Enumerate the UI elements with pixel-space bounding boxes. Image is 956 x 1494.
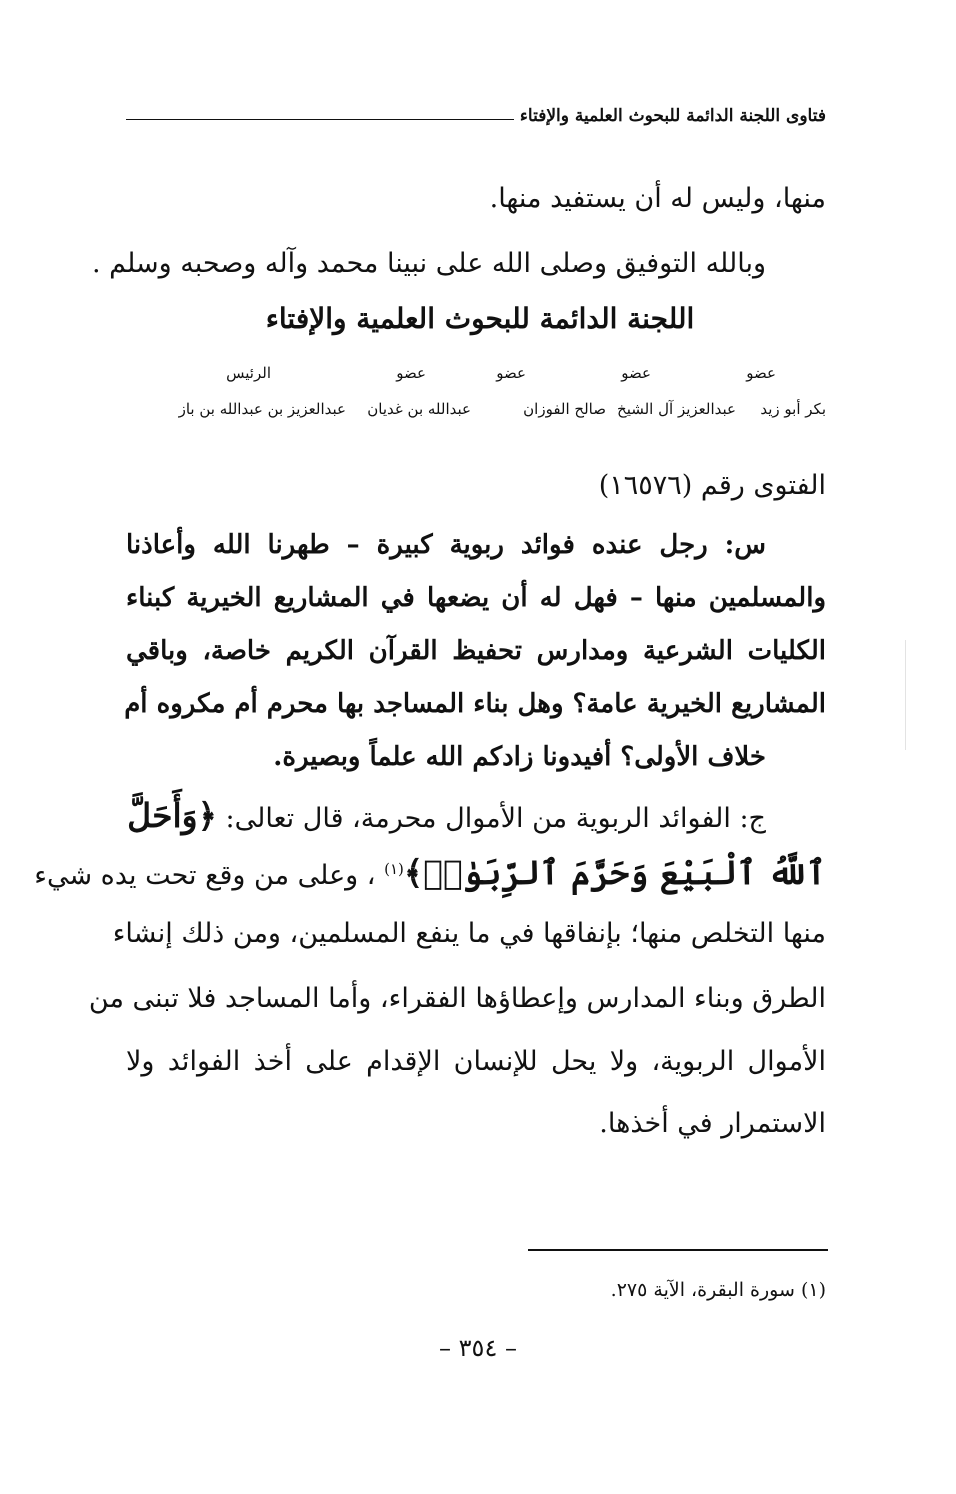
- signatory-name: عبدالعزيز بن عبدالله بن باز: [178, 400, 346, 418]
- question-line: س: رجل عنده فوائد ربوية كبيرة – طهرنا الله وأعاذنا: [126, 530, 766, 560]
- signatory-role: الرئيس: [226, 364, 271, 382]
- running-header: [126, 106, 826, 126]
- footnote: (١) سورة البقرة، الآية ٢٧٥.: [610, 1279, 826, 1301]
- answer-line: الطرق وبناء المدارس وإعطاؤها الفقراء، وأما المساجد فلا تبنى من: [88, 983, 826, 1014]
- signatory-name: عبدالله بن غديان: [367, 400, 471, 418]
- answer-line: الاستمرار في أخذها.: [599, 1108, 826, 1139]
- question-line: الكليات الشرعية ومدارس تحفيظ القرآن الكريم خاصة، وباقي: [126, 636, 826, 666]
- answer-text: ، وعلى من وقع تحت يده شيء: [34, 860, 385, 891]
- signatory-name: صالح الفوزان: [523, 400, 606, 418]
- footnote-ref: (١): [384, 860, 404, 878]
- answer-line: الأموال الربوية، ولا يحل للإنسان الإقدام على أخذ الفوائد ولا: [126, 1046, 826, 1077]
- fatwa-number: الفتوى رقم (١٦٥٧٦): [598, 470, 826, 501]
- scan-margin-mark: [905, 640, 906, 750]
- answer-line: [34, 853, 826, 892]
- header-rule: [126, 119, 514, 120]
- quran-verse: ٱللَّهُ ٱلْبَيْعَ وَحَرَّمَ ٱلرِّبَوٰا۟﴾: [403, 853, 826, 892]
- quran-verse: ﴿وَأَحَلَّ: [127, 796, 217, 835]
- question-line: المشاريع الخيرية عامة؟ وهل بناء المساجد بها محرم أم مكروه أم: [124, 689, 826, 719]
- signatory-role: عضو: [496, 364, 526, 382]
- footnote-rule: [528, 1249, 828, 1251]
- committee-title: اللجنة الدائمة للبحوث العلمية والإفتاء: [265, 302, 695, 335]
- answer-text: ج: الفوائد الربوية من الأموال محرمة، قال تعالى:: [216, 803, 766, 834]
- running-header-title: فتاوى اللجنة الدائمة للبحوث العلمية والإفتاء: [519, 106, 826, 126]
- question-line: والمسلمين منها – فهل له أن يضعها في المشاريع الخيرية كبناء: [126, 583, 826, 613]
- signatory-role: عضو: [621, 364, 651, 382]
- intro-line: منها، وليس له أن يستفيد منها.: [489, 183, 826, 214]
- page-number: – ٣٥٤ –: [439, 1334, 517, 1362]
- signatory-role: عضو: [396, 364, 426, 382]
- question-line: خلاف الأولى؟ أفيدونا زادكم الله علماً وبصيرة.: [273, 742, 766, 772]
- answer-line: منها التخلص منها؛ بإنفاقها في ما ينفع المسلمين، ومن ذلك إنشاء: [112, 918, 826, 949]
- closing-line: وبالله التوفيق وصلى الله على نبينا محمد وآله وصحبه وسلم .: [91, 248, 766, 279]
- signatory-name: عبدالعزيز آل الشيخ: [617, 400, 736, 418]
- signatory-role: عضو: [746, 364, 776, 382]
- signatory-name: بكر أبو زيد: [760, 400, 826, 418]
- answer-line: [126, 796, 766, 835]
